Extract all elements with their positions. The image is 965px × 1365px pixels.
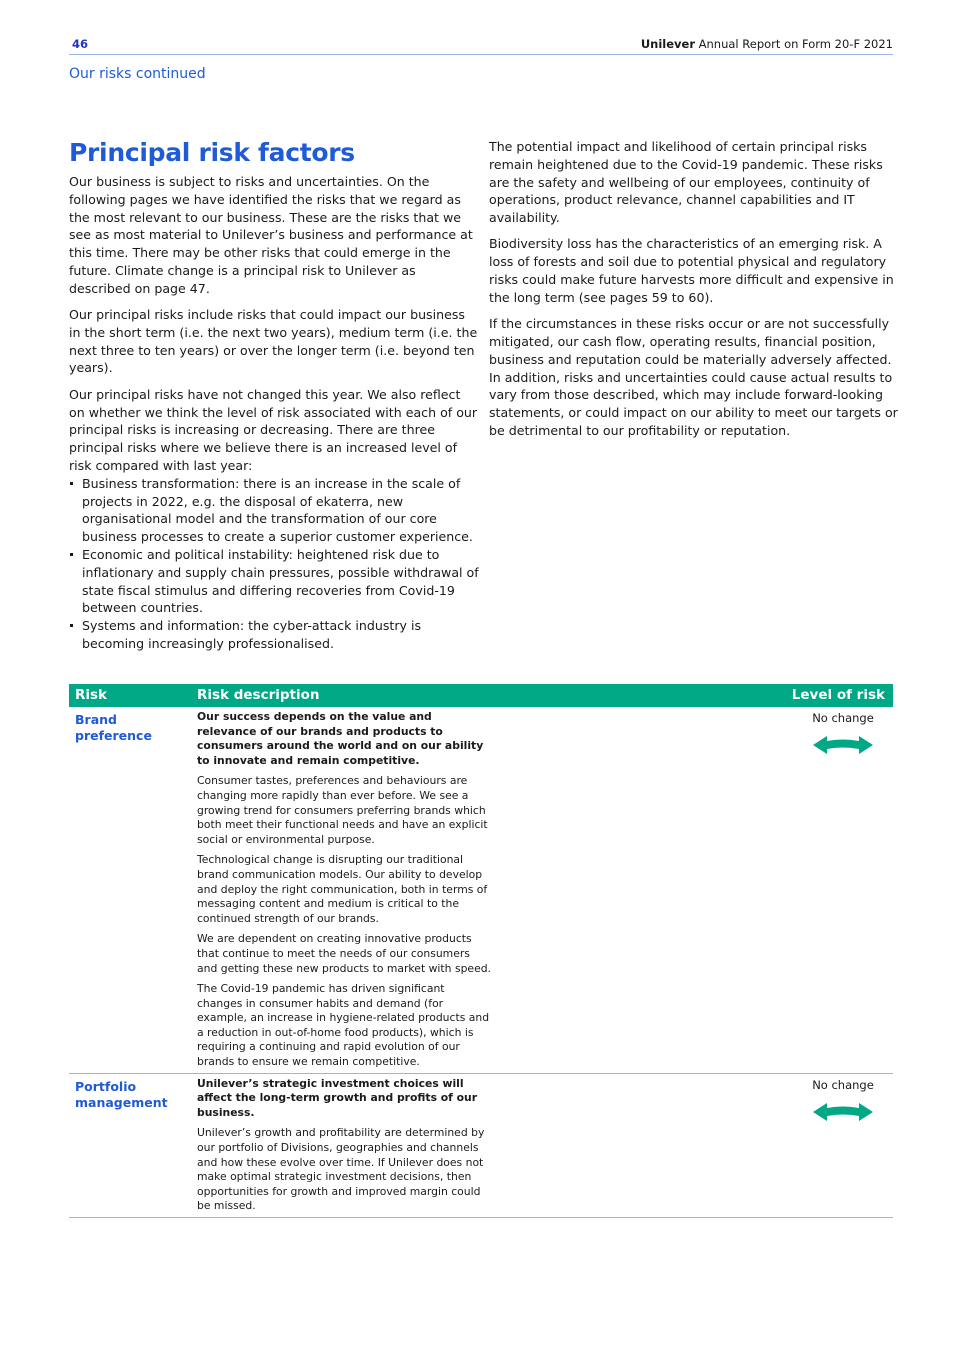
intro-paragraph: Our business is subject to risks and uncertainties. On the following pages we have identified the risks that we regard as the most relevant to our business. These are the risks that we see as most material to Unilever’s business and performance at this time. There may be other risks that could emerge in the future. Climate change is a principal risk to Unilever as described on page 47. [69, 174, 473, 296]
company-name: Unilever [640, 37, 695, 51]
section-label: Our risks continued [69, 66, 206, 82]
risk-level-label: No change [812, 711, 874, 725]
risk-paragraph: Consumer tastes, preferences and behaviours are changing more rapidly than ever before. We see a growing trend for consumers preferring brands which both meet their functional needs and have an explicit social or environmental purpose. [197, 774, 488, 846]
double-arrow-icon [812, 1101, 874, 1123]
report-name: Annual Report on Form 20-F 2021 [695, 37, 893, 51]
list-item: Systems and information: the cyber-attack industry is becoming increasingly professionalised. [69, 617, 479, 653]
intro-paragraph: Biodiversity loss has the characteristics of an emerging risk. A loss of forests and soil due to potential physical and regulatory risks could make future harvests more difficult and expensive in the long term (see pages 59 to 60). [489, 236, 894, 305]
list-item: Business transformation: there is an increase in the scale of projects in 2022, e.g. the disposal of ekaterra, new organisational model and the transformation of our core business processes to create a superior customer experience. [69, 475, 479, 546]
page-number: 46 [72, 37, 89, 51]
intro-paragraph: If the circumstances in these risks occur or are not successfully mitigated, our cash flow, operating results, financial position, business and reputation could be materially adversely affected. In addition, risks and uncertainties could cause actual results to vary from those described, which may include forward-looking statements, or could impact on our ability to meet our targets or be detrimental to our profitability or reputation. [489, 316, 898, 438]
risk-paragraph: Technological change is disrupting our traditional brand communication models. Our ability to develop and deploy the right communication, both in terms of messaging content and medium is critical to the continued strength of our brands. [197, 853, 488, 925]
header-rule [69, 54, 893, 55]
risk-level [793, 1078, 893, 1123]
risk-level [793, 711, 893, 756]
risk-name: Portfolio management [75, 1078, 168, 1110]
risk-paragraph: The Covid-19 pandemic has driven significant changes in consumer habits and demand (for example, an increase in hygiene-related products and a reduction in out-of-home food products), which is requiring a continuing and rapid evolution of our brands to ensure we remain competitive. [197, 982, 490, 1069]
intro-right-column [489, 138, 899, 448]
risk-lead: Our success depends on the value and relevance of our brands and products to consumers around the world and on our ability to innovate and remain competitive. [197, 710, 484, 767]
double-arrow-icon [812, 734, 874, 756]
intro-paragraph: The potential impact and likelihood of certain principal risks remain heightened due to the Covid-19 pandemic. These risks are the safety and wellbeing of our employees, continuity of operations, product relevance, channel capabilities and IT availability. [489, 139, 883, 226]
list-item: Economic and political instability: heightened risk due to inflationary and supply chain pressures, possible withdrawal of state fiscal stimulus and differing recoveries from Covid-19 between countries. [69, 546, 479, 617]
header-level: Level of risk [791, 687, 885, 703]
risk-paragraph: We are dependent on creating innovative products that continue to meet the needs of our consumers and getting these new products to market with speed. [197, 932, 491, 975]
risk-description [197, 1077, 497, 1214]
increased-risk-list [69, 475, 479, 653]
table-row [69, 707, 893, 1074]
intro-left-column [69, 137, 479, 653]
page-title: Principal risk factors [69, 138, 355, 167]
intro-paragraph: Our principal risks have not changed this year. We also reflect on whether we think the level of risk associated with each of our principal risks is increasing or decreasing. There are three principal risks where we believe there is an increased level of risk compared with last year: [69, 386, 478, 473]
risk-level-label: No change [812, 1077, 874, 1092]
risk-lead: Unilever’s strategic investment choices will affect the long-term growth and profits of our business. [197, 1076, 478, 1119]
risk-description [197, 710, 493, 1070]
table-row [69, 1074, 893, 1218]
header-risk: Risk [75, 687, 108, 703]
intro-paragraph: Our principal risks include risks that could impact our business in the short term (i.e. the next two years), medium term (i.e. the next three to ten years) or over the longer term (i.e. beyond ten years). [69, 307, 478, 376]
risk-name: Brand preference [75, 712, 152, 743]
risk-paragraph: Unilever’s growth and profitability are determined by our portfolio of Divisions, geographies and channels and how these evolve over time. If Unilever does not make optimal strategic investment decisions, then opportunities for growth and improved margin could be missed. [197, 1126, 485, 1213]
table-header [69, 684, 893, 707]
header-description: Risk description [197, 687, 320, 703]
report-title [641, 37, 893, 51]
risk-table [69, 684, 893, 1218]
